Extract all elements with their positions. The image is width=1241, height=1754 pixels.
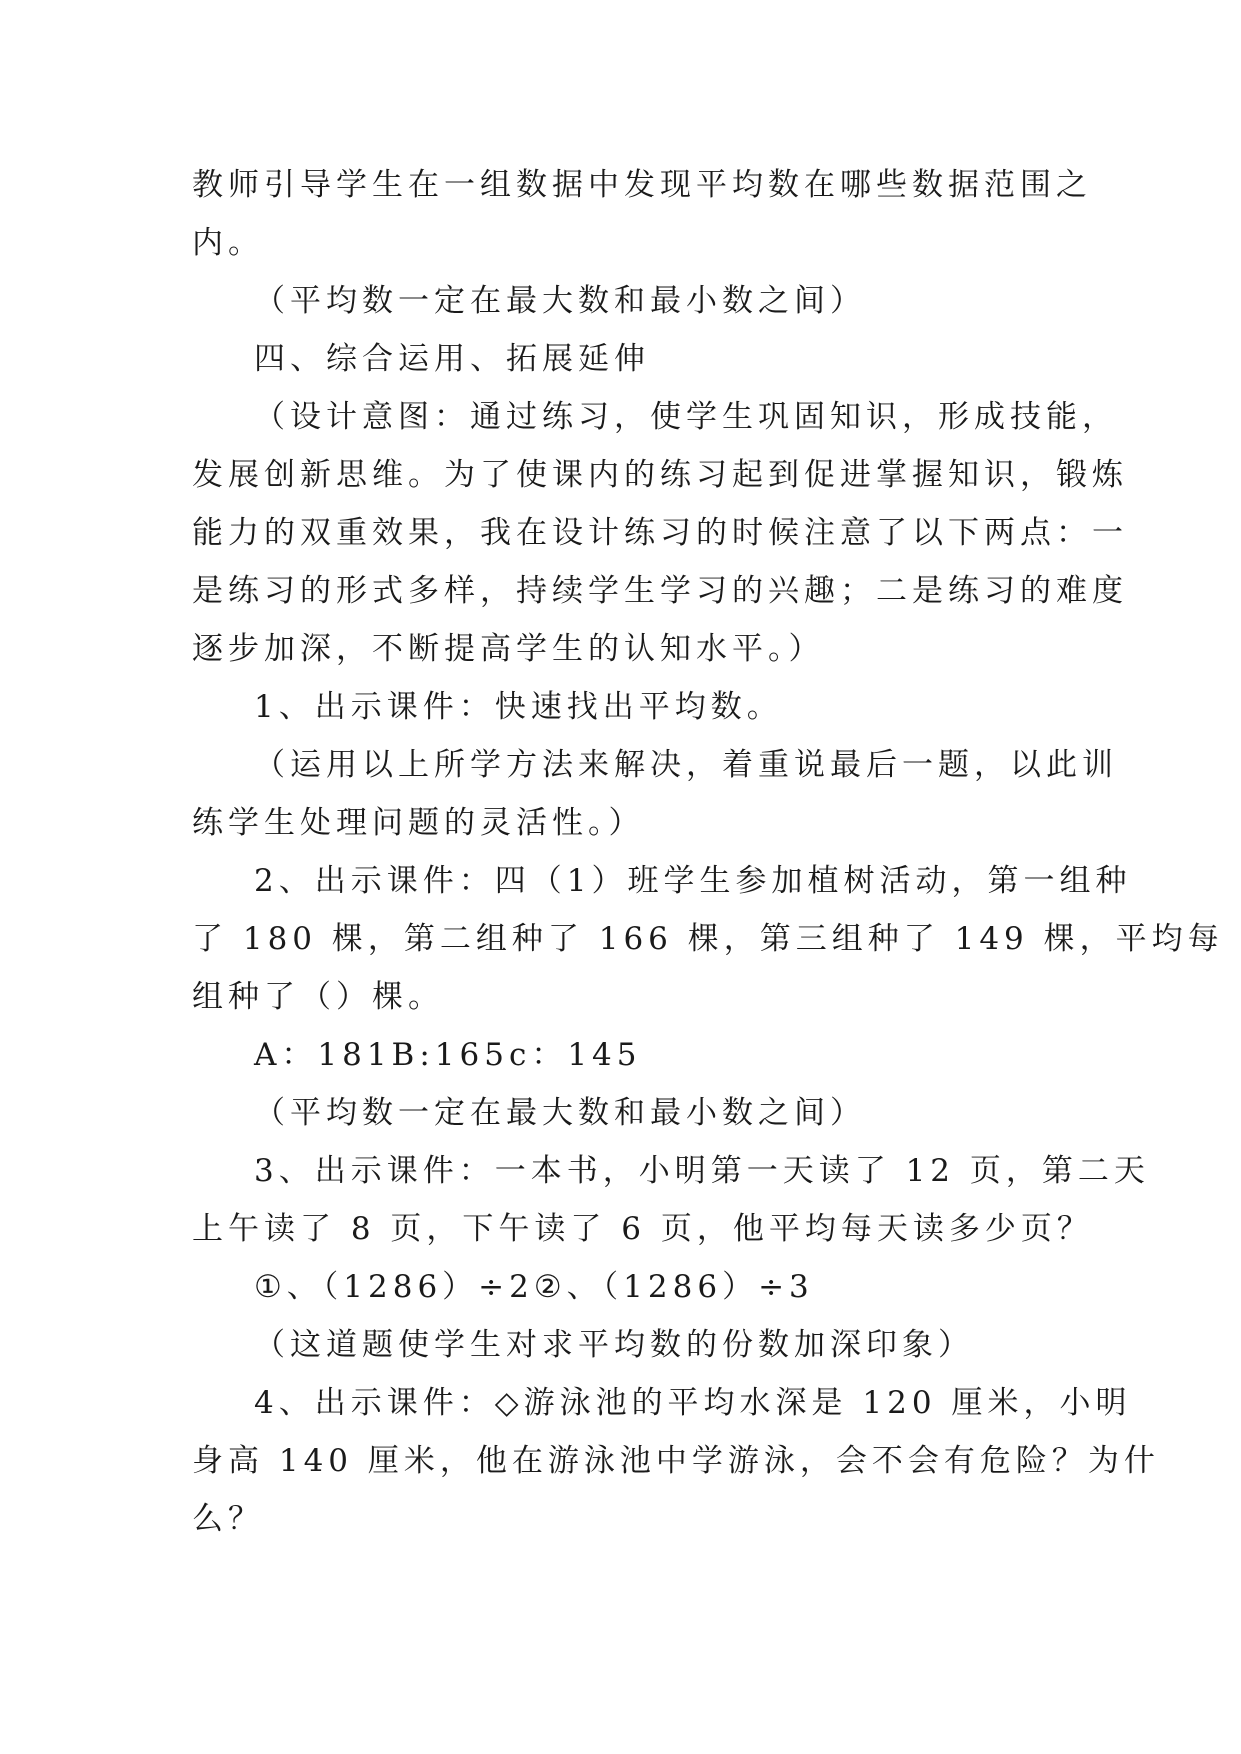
text-line: （这道题使学生对求平均数的份数加深印象） (254, 1327, 974, 1363)
text-line: 了 180 棵，第二组种了 166 棵，第三组种了 149 棵，平均每 (192, 921, 1224, 957)
text-line: 逐步加深，不断提高学生的认知水平。） (192, 631, 825, 667)
text-line: 2、出示课件：四（1）班学生参加植树活动，第一组种 (254, 863, 1132, 899)
text-line: 上午读了 8 页，下午读了 6 页，他平均每天读多少页？ (192, 1211, 1093, 1247)
text-line: 组种了（）棵。 (192, 979, 444, 1015)
text-line: 4、出示课件：◇游泳池的平均水深是 120 厘米，小明 (254, 1385, 1132, 1421)
text-line: 教师引导学生在一组数据中发现平均数在哪些数据范围之 (192, 167, 1092, 203)
text-line: 身高 140 厘米，他在游泳池中学游泳，会不会有危险？为什 (192, 1443, 1160, 1479)
text-line: ①、（1286）÷2②、（1286）÷3 (254, 1269, 814, 1305)
text-line: （平均数一定在最大数和最小数之间） (254, 283, 866, 319)
text-line: （运用以上所学方法来解决，着重说最后一题，以此训 (254, 747, 1118, 783)
text-line: 练学生处理问题的灵活性。） (192, 805, 645, 841)
text-line: 内。 (192, 225, 264, 261)
text-line: A：181B:165c：145 (254, 1037, 642, 1073)
text-line: 发展创新思维。为了使课内的练习起到促进掌握知识，锻炼 (192, 457, 1128, 493)
text-line: （设计意图：通过练习，使学生巩固知识，形成技能， (254, 399, 1118, 435)
text-line: （平均数一定在最大数和最小数之间） (254, 1095, 866, 1131)
text-line: 么？ (192, 1501, 264, 1537)
text-line: 3、出示课件：一本书，小明第一天读了 12 页，第二天 (254, 1153, 1150, 1189)
section-heading: 四、综合运用、拓展延伸 (254, 341, 650, 377)
document-body (192, 156, 1224, 1548)
text-line: 是练习的形式多样，持续学生学习的兴趣；二是练习的难度 (192, 573, 1128, 609)
text-line: 能力的双重效果，我在设计练习的时候注意了以下两点：一 (192, 515, 1128, 551)
text-line: 1、出示课件：快速找出平均数。 (254, 689, 783, 725)
